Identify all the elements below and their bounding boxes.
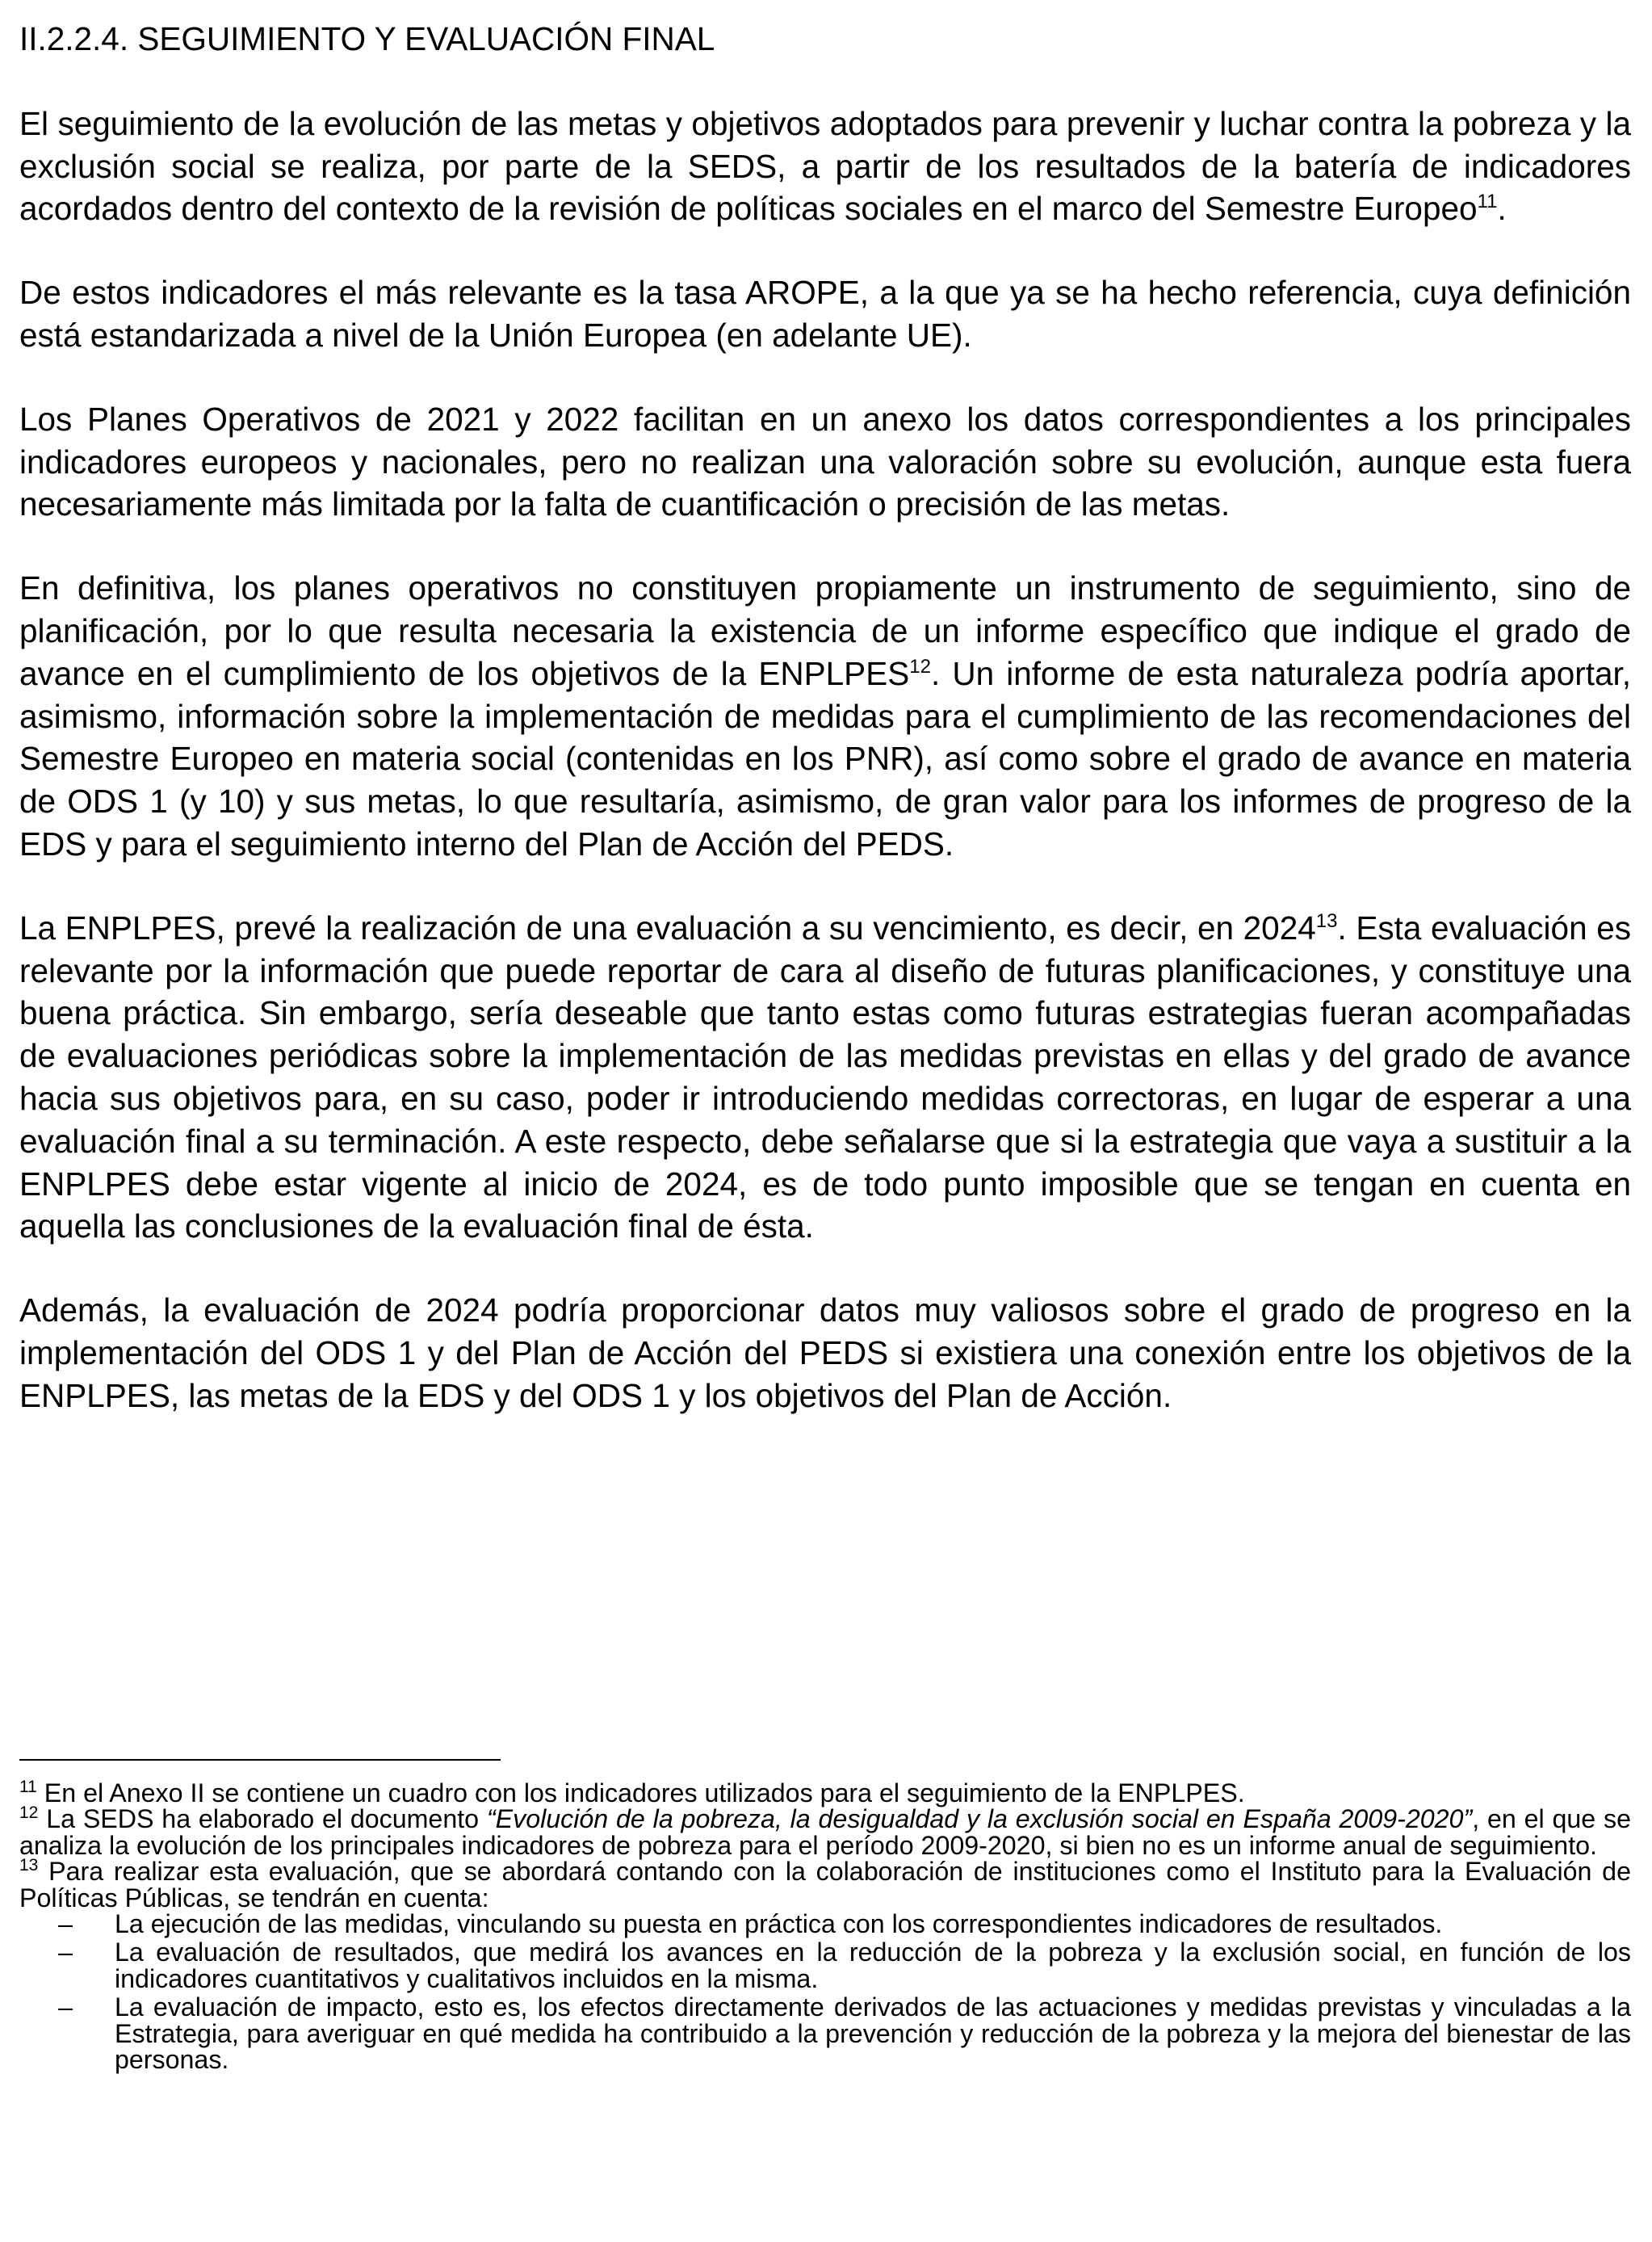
paragraph-1-end: .: [1497, 190, 1507, 228]
footnotes: [19, 1780, 1631, 2075]
footnote-13-text: Para realizar esta evaluación, que se abordará contando con la colaboración de instituciones como el Instituto para la Evaluación de Políticas Públicas, se tendrán en cuenta:: [19, 1857, 1631, 1912]
paragraph-2: De estos indicadores el más relevante es la tasa AROPE, a la que ya se ha hecho referencia, cuya definición está estandarizada a nivel de la Unión Europea (en adelante UE).: [19, 274, 1631, 354]
paragraph-5-text: La ENPLPES, prevé la realización de una evaluación a su vencimiento, es decir, en 2024: [19, 909, 1316, 947]
paragraph-3: Los Planes Operativos de 2021 y 2022 facilitan en un anexo los datos correspondientes a los principales indicadores europeos y nacionales, pero no realizan una valoración sobre su evolución, aunque esta fuera necesariamente más limitada por la falta de cuantificación o precisión de las metas.: [19, 400, 1631, 523]
paragraph-4-end: . Un informe de esta naturaleza podría aportar, asimismo, información sobre la implementación de medidas para el cumplimiento de las recomendaciones del Semestre Europeo en materia social (contenidas en los PNR), así como sobre el grado de avance en materia de ODS 1 (y 10) y sus metas, lo que resultaría, asimismo, de gran valor para los informes de progreso de la EDS y para el seguimiento interno del Plan de Acción del PEDS.: [19, 654, 1631, 863]
dash-bullet: –: [58, 1909, 73, 1939]
paragraph-6: Además, la evaluación de 2024 podría proporcionar datos muy valiosos sobre el grado de progreso en la implementación del ODS 1 y del Plan de Acción del PEDS si existiera una conexión entre los objetivos de la ENPLPES, las metas de la EDS y del ODS 1 y los objetivos del Plan de Acción.: [19, 1291, 1631, 1414]
list-item: [19, 1911, 1631, 1937]
dash-bullet: –: [58, 1938, 73, 1967]
paragraph-4: [19, 567, 1631, 866]
footnote-12: [19, 1803, 1632, 1860]
footnote-number-13: 13: [19, 1856, 39, 1875]
footnote-12-text-pre: La SEDS ha elaborado el documento: [38, 1804, 487, 1834]
dash-bullet: –: [58, 1992, 73, 2022]
document-body: [19, 18, 1631, 1459]
footnote-number-12: 12: [19, 1803, 39, 1823]
paragraph-1-text: El seguimiento de la evolución de las metas y objetivos adoptados para prevenir y luchar contra la pobreza y la exclusión social se realiza, por parte de la SEDS, a partir de los resultados de la batería de indicadores acordados dentro del contexto de la revisión de políticas sociales en el marco del Semestre Europeo: [19, 104, 1631, 228]
footnote-ref-11[interactable]: 11: [1477, 191, 1498, 213]
footnote-13: [19, 1858, 1631, 1911]
list-item-text: La evaluación de impacto, esto es, los efectos directamente derivados de las actuaciones y medidas previstas y vinculadas a la Estrategia, para averiguar en qué medida ha contribuido a la prevención y reducción de la pobreza y la mejora del bienestar de las personas.: [115, 1992, 1631, 2075]
list-item: [19, 1939, 1631, 1992]
paragraph-5-end: . Esta evaluación es relevante por la información que puede reportar de cara al diseño de futuras planificaciones, y constituye una buena práctica. Sin embargo, sería deseable que tanto estas como futuras estrategias fueran acompañadas de evaluaciones periódicas sobre la implementación de las medidas previstas en ellas y del grado de avance hacia sus objetivos para, en su caso, poder ir introduciendo medidas correctoras, en lugar de esperar a una evaluación final a su terminación. A este respecto, debe señalarse que si la estrategia que vaya a sustituir a la ENPLPES debe estar vigente al inicio de 2024, es de todo punto imposible que se tengan en cuenta en aquella las conclusiones de la evaluación final de ésta.: [19, 909, 1631, 1245]
list-item-text: La ejecución de las medidas, vinculando su puesta en práctica con los correspondientes indicadores de resultados.: [115, 1909, 1443, 1939]
section-heading: II.2.2.4. SEGUIMIENTO Y EVALUACIÓN FINAL: [19, 20, 715, 57]
footnote-ref-13[interactable]: 13: [1315, 909, 1338, 932]
footnote-11: [19, 1780, 1631, 1806]
list-item: [19, 1992, 1631, 2075]
footnote-12-document-title: “Evolución de la pobreza, la desigualdad y la exclusión social en España 2009-2020”: [486, 1804, 1473, 1834]
footnote-separator: [19, 1759, 501, 1761]
footnote-13-list: [19, 1909, 1631, 2075]
paragraph-1: [19, 103, 1631, 230]
footnote-ref-12[interactable]: 12: [909, 655, 931, 678]
list-item-text: La evaluación de resultados, que medirá los avances en la reducción de la pobreza y la exclusión social, en función de los indicadores cuantitativos y cualitativos incluidos en la misma.: [115, 1938, 1631, 1993]
footnote-11-text: En el Anexo II se contiene un cuadro con los indicadores utilizados para el seguimiento de la ENPLPES.: [36, 1778, 1245, 1807]
footnote-12-text-post: , en el que se analiza la evolución de los principales indicadores de pobreza para el período 2009-2020, si bien no es un informe anual de seguimiento.: [19, 1804, 1632, 1860]
paragraph-4-text: En definitiva, los planes operativos no constituyen propiamente un instrumento de seguimiento, sino de planificación, por lo que resulta necesaria la existencia de un informe específico que indique el grado de avance en el cumplimiento de los objetivos de la ENPLPES: [19, 569, 1631, 692]
paragraph-5: [19, 907, 1631, 1248]
footnote-number-11: 11: [19, 1778, 37, 1796]
